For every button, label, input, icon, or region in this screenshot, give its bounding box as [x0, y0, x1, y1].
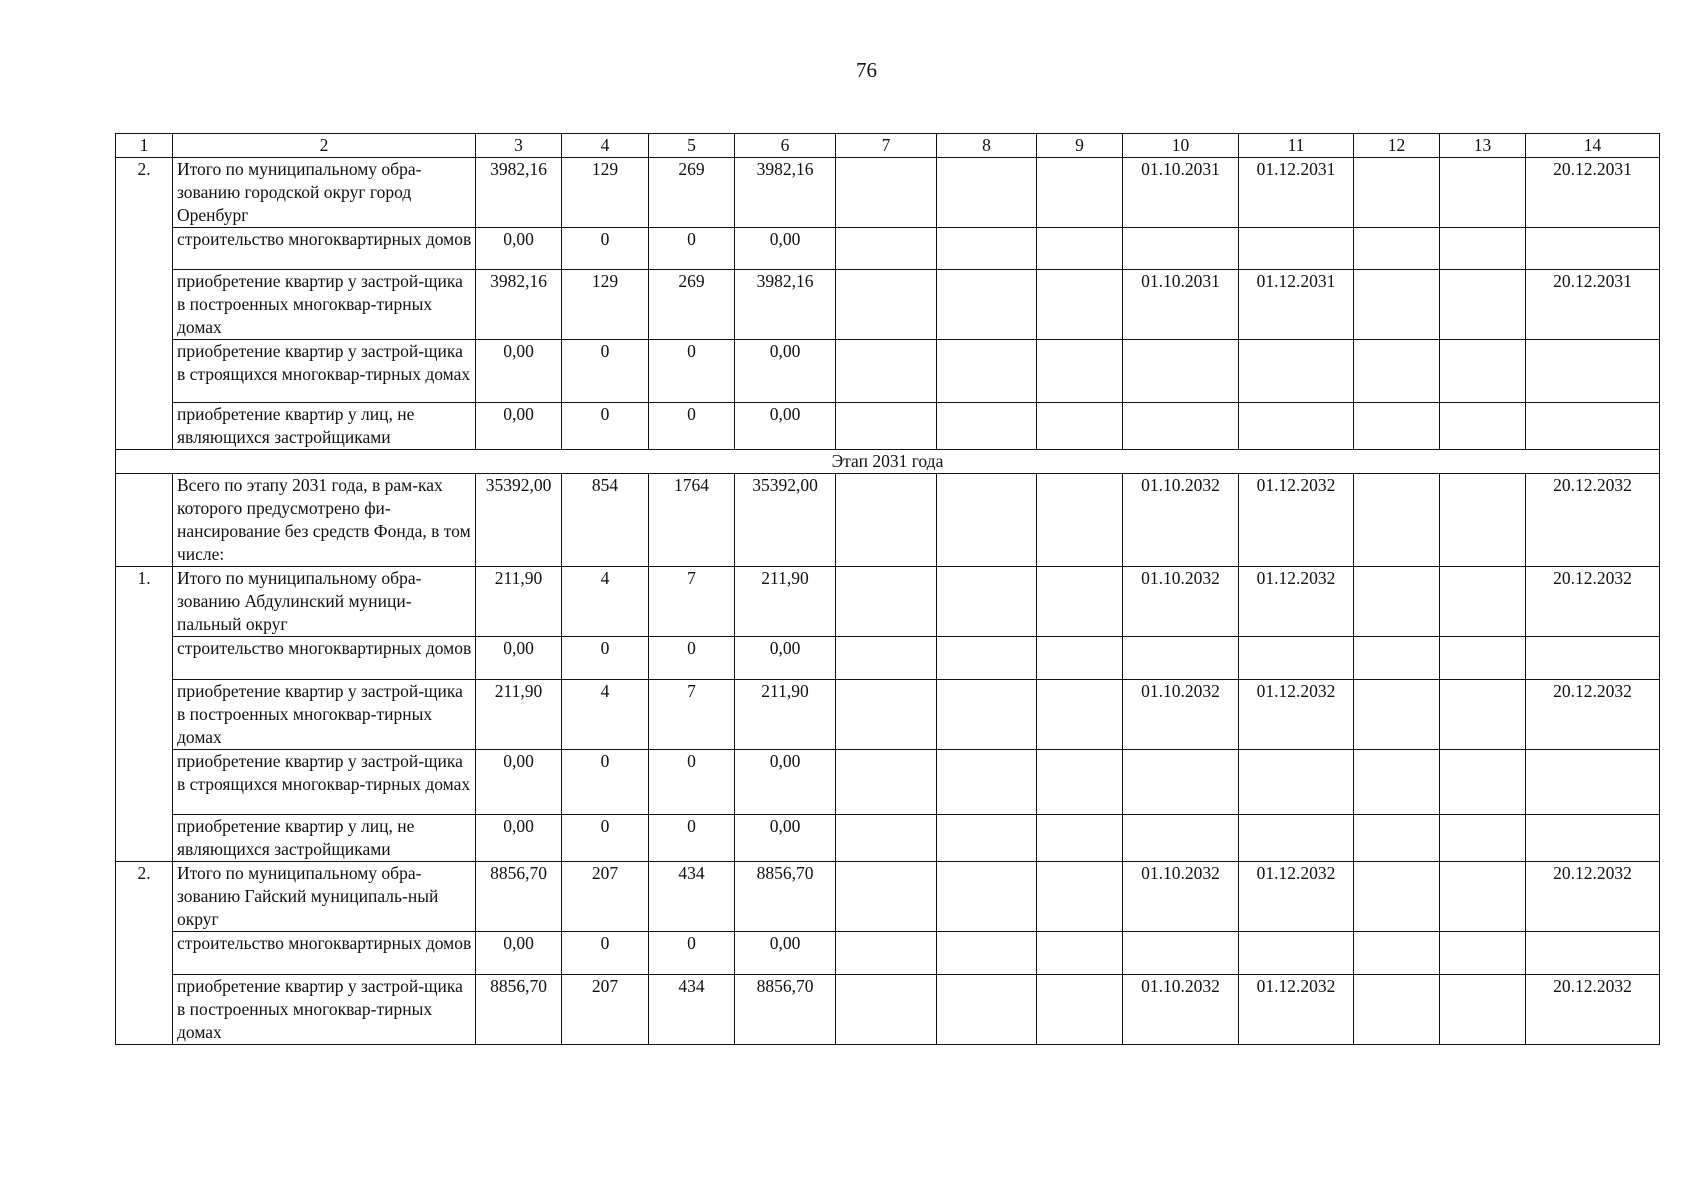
header-row — [116, 134, 1660, 158]
date-cell: 20.12.2032 — [1526, 680, 1660, 750]
value-cell: 269 — [649, 270, 735, 340]
empty-cell — [1354, 158, 1440, 228]
header-cell: 10 — [1123, 134, 1239, 158]
table-row — [116, 932, 1660, 975]
value-cell: 211,90 — [735, 680, 836, 750]
row-label: Итого по муниципальному обра-зованию Гайский муниципаль-ный округ — [173, 862, 476, 932]
value-cell: 4 — [562, 680, 649, 750]
date-cell — [1123, 815, 1239, 862]
value-cell: 4 — [562, 567, 649, 637]
table-row — [116, 815, 1660, 862]
value-cell: 8856,70 — [735, 975, 836, 1045]
table-row — [116, 158, 1660, 228]
empty-cell — [1037, 158, 1123, 228]
value-cell: 0 — [562, 750, 649, 815]
empty-cell — [836, 403, 937, 450]
date-cell: 01.12.2032 — [1239, 474, 1354, 567]
header-cell: 3 — [476, 134, 562, 158]
value-cell: 8856,70 — [476, 862, 562, 932]
empty-cell — [1354, 932, 1440, 975]
table-row — [116, 637, 1660, 680]
header-cell: 1 — [116, 134, 173, 158]
empty-cell — [937, 228, 1037, 270]
empty-cell — [1037, 228, 1123, 270]
value-cell: 0 — [649, 228, 735, 270]
value-cell: 854 — [562, 474, 649, 567]
value-cell: 207 — [562, 862, 649, 932]
empty-cell — [937, 158, 1037, 228]
date-cell: 01.10.2032 — [1123, 862, 1239, 932]
header-cell: 12 — [1354, 134, 1440, 158]
date-cell: 01.10.2031 — [1123, 158, 1239, 228]
value-cell: 0 — [562, 932, 649, 975]
empty-cell — [1354, 403, 1440, 450]
empty-cell — [836, 340, 937, 403]
value-cell: 0,00 — [476, 403, 562, 450]
date-cell: 01.10.2032 — [1123, 474, 1239, 567]
empty-cell — [937, 474, 1037, 567]
date-cell — [1239, 932, 1354, 975]
empty-cell — [836, 474, 937, 567]
row-label: Всего по этапу 2031 года, в рам-ках которого предусмотрено фи-нансирование без средств Фонда, в том числе: — [173, 474, 476, 567]
empty-cell — [1037, 474, 1123, 567]
empty-cell — [1440, 637, 1526, 680]
date-cell — [1123, 403, 1239, 450]
empty-cell — [1037, 567, 1123, 637]
value-cell: 434 — [649, 862, 735, 932]
row-number — [116, 474, 173, 567]
header-cell: 4 — [562, 134, 649, 158]
value-cell: 0,00 — [735, 228, 836, 270]
value-cell: 1764 — [649, 474, 735, 567]
empty-cell — [1440, 403, 1526, 450]
value-cell: 0 — [649, 340, 735, 403]
value-cell: 3982,16 — [476, 270, 562, 340]
table-row — [116, 750, 1660, 815]
value-cell: 0,00 — [476, 932, 562, 975]
row-label: приобретение квартир у застрой-щика в построенных многоквар-тирных домах — [173, 270, 476, 340]
date-cell — [1123, 340, 1239, 403]
header-cell: 2 — [173, 134, 476, 158]
row-label: строительство многоквартирных домов — [173, 932, 476, 975]
empty-cell — [937, 815, 1037, 862]
row-label: приобретение квартир у лиц, не являющихся застройщиками — [173, 815, 476, 862]
empty-cell — [937, 975, 1037, 1045]
date-cell: 01.10.2032 — [1123, 680, 1239, 750]
empty-cell — [937, 403, 1037, 450]
empty-cell — [1354, 474, 1440, 567]
empty-cell — [1440, 158, 1526, 228]
empty-cell — [836, 680, 937, 750]
value-cell: 0 — [562, 228, 649, 270]
value-cell: 0 — [649, 750, 735, 815]
row-label: приобретение квартир у застрой-щика в строящихся многоквар-тирных домах — [173, 750, 476, 815]
header-cell: 7 — [836, 134, 937, 158]
date-cell — [1123, 228, 1239, 270]
value-cell: 7 — [649, 567, 735, 637]
date-cell — [1239, 750, 1354, 815]
value-cell: 0 — [562, 340, 649, 403]
table-row — [116, 975, 1660, 1045]
header-cell: 14 — [1526, 134, 1660, 158]
row-number: 2. — [116, 158, 173, 450]
empty-cell — [937, 637, 1037, 680]
value-cell: 0,00 — [476, 750, 562, 815]
value-cell: 0 — [649, 815, 735, 862]
value-cell: 0,00 — [735, 815, 836, 862]
date-cell: 01.10.2032 — [1123, 567, 1239, 637]
value-cell: 211,90 — [476, 680, 562, 750]
header-cell: 11 — [1239, 134, 1354, 158]
empty-cell — [1440, 815, 1526, 862]
date-cell: 20.12.2032 — [1526, 474, 1660, 567]
empty-cell — [836, 637, 937, 680]
value-cell: 35392,00 — [735, 474, 836, 567]
empty-cell — [1354, 637, 1440, 680]
value-cell: 129 — [562, 158, 649, 228]
date-cell — [1239, 815, 1354, 862]
empty-cell — [1037, 932, 1123, 975]
value-cell: 3982,16 — [735, 270, 836, 340]
date-cell: 20.12.2032 — [1526, 975, 1660, 1045]
value-cell: 269 — [649, 158, 735, 228]
row-label: Итого по муниципальному обра-зованию городской округ город Оренбург — [173, 158, 476, 228]
table-row — [116, 270, 1660, 340]
value-cell: 0 — [649, 637, 735, 680]
value-cell: 0,00 — [476, 228, 562, 270]
row-label: приобретение квартир у застрой-щика в построенных многоквар-тирных домах — [173, 680, 476, 750]
empty-cell — [1354, 862, 1440, 932]
value-cell: 434 — [649, 975, 735, 1045]
empty-cell — [836, 975, 937, 1045]
empty-cell — [1037, 340, 1123, 403]
value-cell: 35392,00 — [476, 474, 562, 567]
date-cell — [1526, 340, 1660, 403]
value-cell: 3982,16 — [476, 158, 562, 228]
date-cell: 01.12.2031 — [1239, 158, 1354, 228]
table-row — [116, 340, 1660, 403]
date-cell — [1526, 815, 1660, 862]
empty-cell — [1354, 815, 1440, 862]
table-row — [116, 474, 1660, 567]
date-cell: 01.12.2032 — [1239, 862, 1354, 932]
value-cell: 8856,70 — [476, 975, 562, 1045]
date-cell: 01.12.2032 — [1239, 680, 1354, 750]
page-number: 76 — [856, 58, 877, 82]
date-cell — [1239, 340, 1354, 403]
empty-cell — [836, 932, 937, 975]
date-cell: 01.12.2032 — [1239, 975, 1354, 1045]
data-table — [115, 133, 1660, 1045]
date-cell — [1239, 228, 1354, 270]
date-cell — [1526, 932, 1660, 975]
header-cell: 8 — [937, 134, 1037, 158]
date-cell — [1526, 637, 1660, 680]
stage-row — [116, 450, 1660, 474]
empty-cell — [937, 862, 1037, 932]
empty-cell — [937, 750, 1037, 815]
table-row — [116, 862, 1660, 932]
row-label: строительство многоквартирных домов — [173, 228, 476, 270]
empty-cell — [937, 270, 1037, 340]
date-cell: 20.12.2032 — [1526, 567, 1660, 637]
value-cell: 211,90 — [476, 567, 562, 637]
date-cell — [1526, 228, 1660, 270]
empty-cell — [937, 932, 1037, 975]
empty-cell — [1440, 228, 1526, 270]
header-cell: 5 — [649, 134, 735, 158]
date-cell: 01.12.2032 — [1239, 567, 1354, 637]
empty-cell — [1037, 975, 1123, 1045]
empty-cell — [836, 158, 937, 228]
empty-cell — [1440, 474, 1526, 567]
value-cell: 0,00 — [735, 750, 836, 815]
empty-cell — [1440, 567, 1526, 637]
date-cell — [1526, 750, 1660, 815]
date-cell: 20.12.2031 — [1526, 158, 1660, 228]
empty-cell — [1354, 567, 1440, 637]
empty-cell — [1440, 750, 1526, 815]
empty-cell — [1037, 680, 1123, 750]
empty-cell — [1354, 228, 1440, 270]
date-cell: 01.10.2032 — [1123, 975, 1239, 1045]
row-label: приобретение квартир у застрой-щика в строящихся многоквар-тирных домах — [173, 340, 476, 403]
row-label: Итого по муниципальному обра-зованию Абдулинский муници-пальный округ — [173, 567, 476, 637]
value-cell: 0 — [562, 637, 649, 680]
empty-cell — [1440, 340, 1526, 403]
value-cell: 8856,70 — [735, 862, 836, 932]
date-cell: 20.12.2032 — [1526, 862, 1660, 932]
empty-cell — [1354, 750, 1440, 815]
empty-cell — [1037, 270, 1123, 340]
value-cell: 0,00 — [735, 637, 836, 680]
empty-cell — [1037, 403, 1123, 450]
date-cell — [1239, 403, 1354, 450]
empty-cell — [1354, 975, 1440, 1045]
value-cell: 0 — [562, 815, 649, 862]
empty-cell — [937, 340, 1037, 403]
value-cell: 0,00 — [735, 340, 836, 403]
date-cell — [1123, 932, 1239, 975]
value-cell: 129 — [562, 270, 649, 340]
value-cell: 211,90 — [735, 567, 836, 637]
row-number: 1. — [116, 567, 173, 862]
value-cell: 0,00 — [476, 815, 562, 862]
empty-cell — [937, 567, 1037, 637]
value-cell: 0,00 — [735, 932, 836, 975]
value-cell: 0,00 — [476, 637, 562, 680]
empty-cell — [1440, 680, 1526, 750]
empty-cell — [1440, 932, 1526, 975]
value-cell: 0 — [649, 932, 735, 975]
date-cell — [1123, 750, 1239, 815]
date-cell: 01.10.2031 — [1123, 270, 1239, 340]
empty-cell — [1354, 270, 1440, 340]
empty-cell — [1037, 862, 1123, 932]
empty-cell — [1037, 815, 1123, 862]
value-cell: 207 — [562, 975, 649, 1045]
row-label: приобретение квартир у лиц, не являющихся застройщиками — [173, 403, 476, 450]
header-cell: 9 — [1037, 134, 1123, 158]
empty-cell — [836, 750, 937, 815]
empty-cell — [1440, 270, 1526, 340]
empty-cell — [836, 270, 937, 340]
value-cell: 0,00 — [476, 340, 562, 403]
empty-cell — [1354, 340, 1440, 403]
empty-cell — [1354, 680, 1440, 750]
empty-cell — [1037, 750, 1123, 815]
empty-cell — [1440, 862, 1526, 932]
empty-cell — [1037, 637, 1123, 680]
value-cell: 7 — [649, 680, 735, 750]
header-cell: 6 — [735, 134, 836, 158]
value-cell: 0 — [562, 403, 649, 450]
value-cell: 0,00 — [735, 403, 836, 450]
table-row — [116, 403, 1660, 450]
date-cell — [1526, 403, 1660, 450]
row-label: приобретение квартир у застрой-щика в построенных многоквар-тирных домах — [173, 975, 476, 1045]
date-cell — [1123, 637, 1239, 680]
header-cell: 13 — [1440, 134, 1526, 158]
date-cell: 01.12.2031 — [1239, 270, 1354, 340]
empty-cell — [937, 680, 1037, 750]
table-row — [116, 680, 1660, 750]
empty-cell — [836, 567, 937, 637]
stage-title: Этап 2031 года — [116, 450, 1660, 474]
date-cell: 20.12.2031 — [1526, 270, 1660, 340]
value-cell: 3982,16 — [735, 158, 836, 228]
empty-cell — [1440, 975, 1526, 1045]
table-row — [116, 567, 1660, 637]
empty-cell — [836, 862, 937, 932]
row-number: 2. — [116, 862, 173, 1045]
empty-cell — [836, 815, 937, 862]
date-cell — [1239, 637, 1354, 680]
row-label: строительство многоквартирных домов — [173, 637, 476, 680]
table-row — [116, 228, 1660, 270]
value-cell: 0 — [649, 403, 735, 450]
empty-cell — [836, 228, 937, 270]
